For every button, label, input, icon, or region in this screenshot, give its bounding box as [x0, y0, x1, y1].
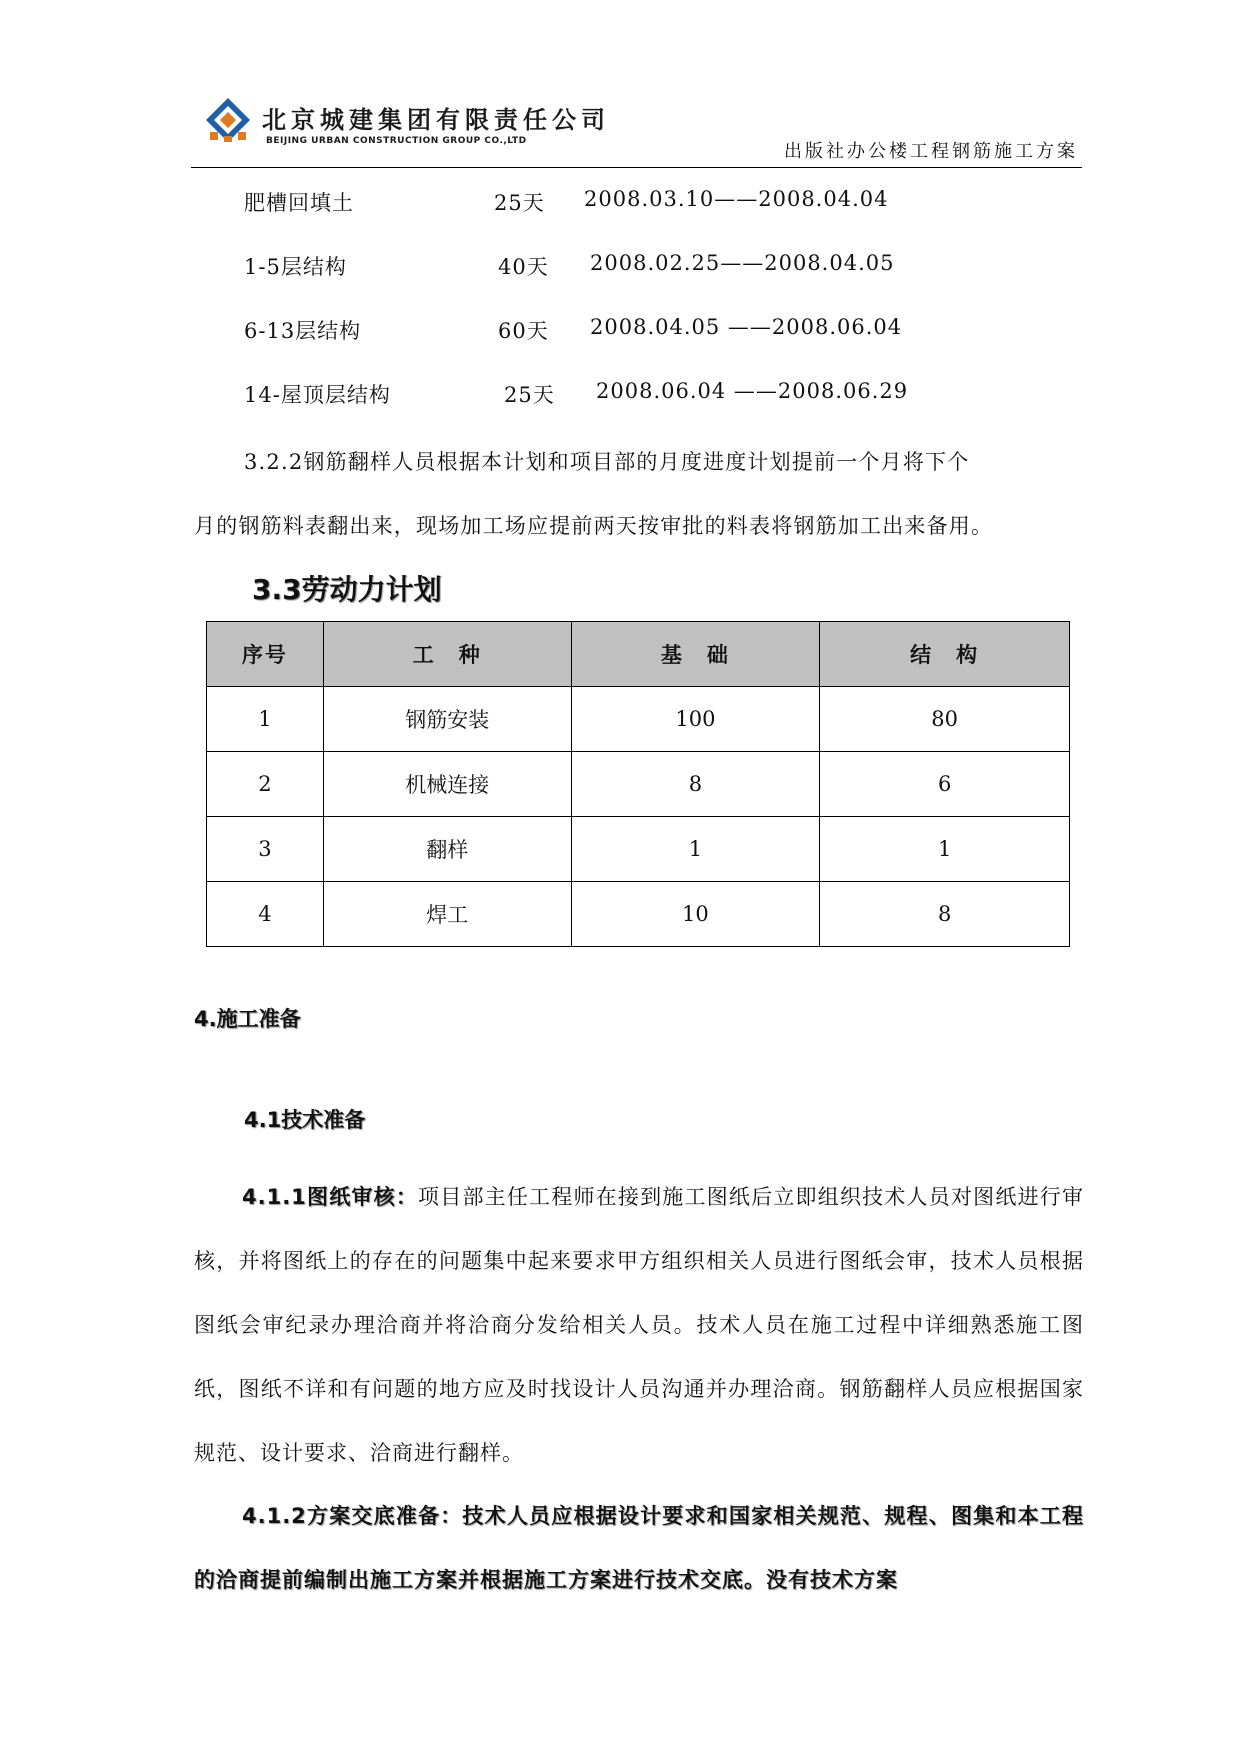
schedule-range: 2008.02.25——2008.04.05	[590, 251, 895, 275]
schedule-phase: 1-5层结构	[244, 255, 347, 279]
paragraph-322-line2: 月的钢筋料表翻出来，现场加工场应提前两天按审批的料表将钢筋加工出来备用。	[194, 514, 994, 538]
table-cell: 10	[571, 882, 820, 947]
table-cell: 钢筋安装	[323, 687, 571, 752]
document-title: 出版社办公楼工程钢筋施工方案	[784, 141, 1078, 162]
paragraph-411-lead: 4.1.1图纸审核：	[242, 1185, 419, 1209]
table-cell: 4	[207, 882, 324, 947]
section-heading-4: 4.施工准备	[194, 1007, 301, 1031]
column-header-structure: 结 构	[820, 622, 1070, 687]
table-cell: 1	[207, 687, 324, 752]
labor-plan-table	[206, 621, 1070, 947]
schedule-range: 2008.04.05 ——2008.06.04	[590, 315, 903, 339]
schedule-range: 2008.06.04 ——2008.06.29	[596, 379, 909, 403]
table-cell: 8	[820, 882, 1070, 947]
paragraph-322-line1: 3.2.2钢筋翻样人员根据本计划和项目部的月度进度计划提前一个月将下个	[244, 450, 970, 474]
column-header-foundation: 基 础	[571, 622, 820, 687]
schedule-phase: 肥槽回填土	[244, 191, 354, 215]
schedule-duration: 25天	[494, 191, 545, 215]
table-cell: 焊工	[323, 882, 571, 947]
header-divider	[191, 167, 1082, 168]
schedule-duration: 25天	[504, 383, 555, 407]
company-logo	[204, 96, 252, 144]
column-header-trade: 工 种	[323, 622, 571, 687]
table-cell: 8	[571, 752, 820, 817]
table-row	[207, 817, 1070, 882]
schedule-duration: 60天	[498, 319, 549, 343]
schedule-phase: 14-屋顶层结构	[244, 383, 391, 407]
table-cell: 6	[820, 752, 1070, 817]
paragraph-411-body: 项目部主任工程师在接到施工图纸后立即组织技术人员对图纸进行审核，并将图纸上的存在的问题集中起来要求甲方组织相关人员进行图纸会审，技术人员根据图纸会审纪录办理洽商并将洽商分发给相关人员。技术人员在施工过程中详细熟悉施工图纸，图纸不详和有问题的地方应及时找设计人员沟通并办理洽商。钢筋翻样人员应根据国家规范、设计要求、洽商进行翻样。	[194, 1185, 1084, 1465]
section-heading-4-1: 4.1技术准备	[244, 1108, 366, 1132]
table-cell: 3	[207, 817, 324, 882]
schedule-phase: 6-13层结构	[244, 319, 362, 343]
company-name-cn: 北京城建集团有限责任公司	[262, 106, 610, 134]
schedule-duration: 40天	[498, 255, 549, 279]
table-cell: 1	[820, 817, 1070, 882]
table-row	[207, 882, 1070, 947]
table-cell: 100	[571, 687, 820, 752]
schedule-range: 2008.03.10——2008.04.04	[584, 187, 889, 211]
table-header-row	[207, 622, 1070, 687]
column-header-no: 序号	[207, 622, 324, 687]
paragraph-412: 4.1.2方案交底准备：技术人员应根据设计要求和国家相关规范、规程、图集和本工程的洽商提前编制出施工方案并根据施工方案进行技术交底。没有技术方案	[194, 1504, 1084, 1592]
section-heading-3-3: 3.3劳动力计划	[252, 573, 442, 606]
company-name-en: BEIJING URBAN CONSTRUCTION GROUP CO.,LTD	[266, 136, 527, 146]
table-cell: 翻样	[323, 817, 571, 882]
table-row	[207, 752, 1070, 817]
paragraph-411	[194, 1165, 1084, 1485]
table-row	[207, 687, 1070, 752]
table-cell: 2	[207, 752, 324, 817]
table-cell: 1	[571, 817, 820, 882]
table-cell: 机械连接	[323, 752, 571, 817]
table-cell: 80	[820, 687, 1070, 752]
